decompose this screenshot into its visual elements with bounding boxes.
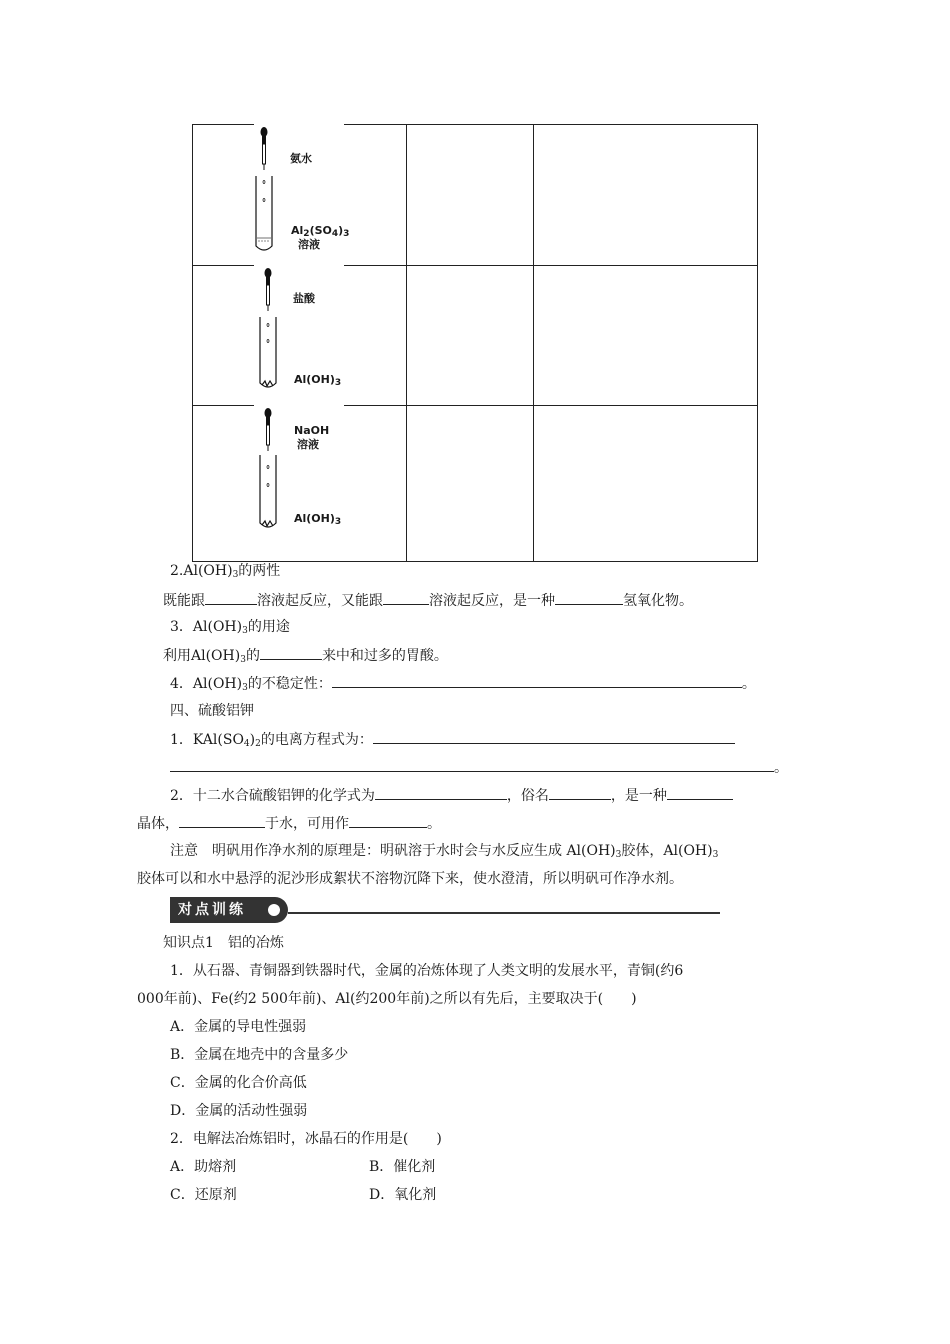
- dropper-test-tube-illustration: [252, 405, 292, 533]
- banner-label: 对点训练: [170, 897, 288, 923]
- answer-blank[interactable]: [549, 785, 611, 800]
- section-heading-amphoterism: $2.Al(OH)_3$的两性: [170, 563, 281, 580]
- fill-in-alum-properties: 晶体， 于水，可用作 。: [137, 813, 441, 834]
- answer-blank[interactable]: [205, 590, 257, 605]
- question-2-option-c[interactable]: C．还原剂: [170, 1187, 237, 1203]
- note-paragraph: 注意 明矾用作净水剂的原理是：明矾溶于水时会与水反应生成 $Al(OH)_3$胶体，$Al(OH)_3$: [170, 843, 719, 860]
- target-label-al2so43: $Al_2(SO_4)_3$: [291, 224, 350, 239]
- table-border-right: [757, 124, 758, 561]
- answer-blank[interactable]: [383, 590, 429, 605]
- fill-in-uses: 利用$Al(OH)_3$的 来中和过多的胃酸。: [163, 645, 448, 670]
- banner-rule: [288, 912, 720, 914]
- knowledge-point-title: 知识点1 铝的冶炼: [163, 935, 284, 951]
- fill-in-instability: 4．$Al(OH)_3$的不稳定性： 。: [170, 673, 756, 698]
- target-label-solution: 溶液: [298, 238, 320, 251]
- question-2: 2．电解法冶炼铝时，冰晶石的作用是( ): [170, 1131, 442, 1147]
- section-heading-alum: 四、硫酸铝钾: [170, 703, 254, 719]
- section-heading-uses: 3．$Al(OH)_3$的用途: [170, 619, 290, 636]
- question-1-continued: 000年前)、Fe(约2 500年前)、Al(约200年前)之所以有先后，主要取决于( ): [137, 991, 637, 1007]
- target-label-aloh3: $Al(OH)_3$: [294, 373, 342, 388]
- note-paragraph-continued: 胶体可以和水中悬浮的泥沙形成絮状不溶物沉降下来，使水澄清，所以明矾可作净水剂。: [137, 871, 683, 887]
- answer-blank[interactable]: [375, 785, 507, 800]
- question-2-option-d[interactable]: D．氧化剂: [369, 1187, 437, 1203]
- question-1-option-c[interactable]: C．金属的化合价高低: [170, 1075, 307, 1091]
- answer-blank[interactable]: [555, 590, 623, 605]
- dropper-test-tube-illustration: [248, 124, 288, 256]
- dropper-test-tube-illustration: [252, 265, 292, 395]
- fill-in-alum-formula: 2．十二水合硫酸铝钾的化学式为 ，俗名 ，是一种: [170, 785, 733, 806]
- answer-blank[interactable]: [373, 729, 735, 744]
- answer-blank[interactable]: [179, 813, 265, 828]
- fill-in-ionization-continued: 。: [170, 757, 788, 778]
- question-1-option-a[interactable]: A．金属的导电性强弱: [170, 1019, 307, 1035]
- reagent-label-hydrochloric-acid: 盐酸: [293, 292, 315, 305]
- reagent-label-ammonia: 氨水: [290, 152, 312, 165]
- table-col-divider-1: [406, 124, 407, 561]
- target-label-aloh3: $Al(OH)_3$: [294, 512, 342, 527]
- table-border-left: [192, 124, 193, 561]
- answer-blank[interactable]: [349, 813, 427, 828]
- table-col-divider-2: [533, 124, 534, 561]
- question-1: 1．从石器、青铜器到铁器时代，金属的冶炼体现了人类文明的发展水平，青铜(约6: [170, 963, 684, 979]
- question-1-option-b[interactable]: B．金属在地壳中的含量多少: [170, 1047, 349, 1063]
- question-2-option-a[interactable]: A．助熔剂: [170, 1159, 237, 1175]
- answer-blank[interactable]: [260, 645, 322, 660]
- question-2-option-b[interactable]: B．催化剂: [369, 1159, 436, 1175]
- banner-dot-icon: [268, 904, 280, 916]
- fill-in-amphoterism: 既能跟 溶液起反应，又能跟 溶液起反应，是一种 氢氧化物。: [163, 590, 693, 611]
- answer-blank[interactable]: [332, 673, 742, 688]
- answer-blank[interactable]: [667, 785, 733, 800]
- question-1-option-d[interactable]: D．金属的活动性强弱: [170, 1103, 308, 1119]
- fill-in-ionization: 1．$KAl(SO_4)_2$的电离方程式为：: [170, 729, 735, 754]
- reagent-label-naoh: NaOH: [294, 424, 330, 437]
- reagent-label-naoh-solution: 溶液: [297, 438, 319, 451]
- answer-blank[interactable]: [170, 757, 774, 772]
